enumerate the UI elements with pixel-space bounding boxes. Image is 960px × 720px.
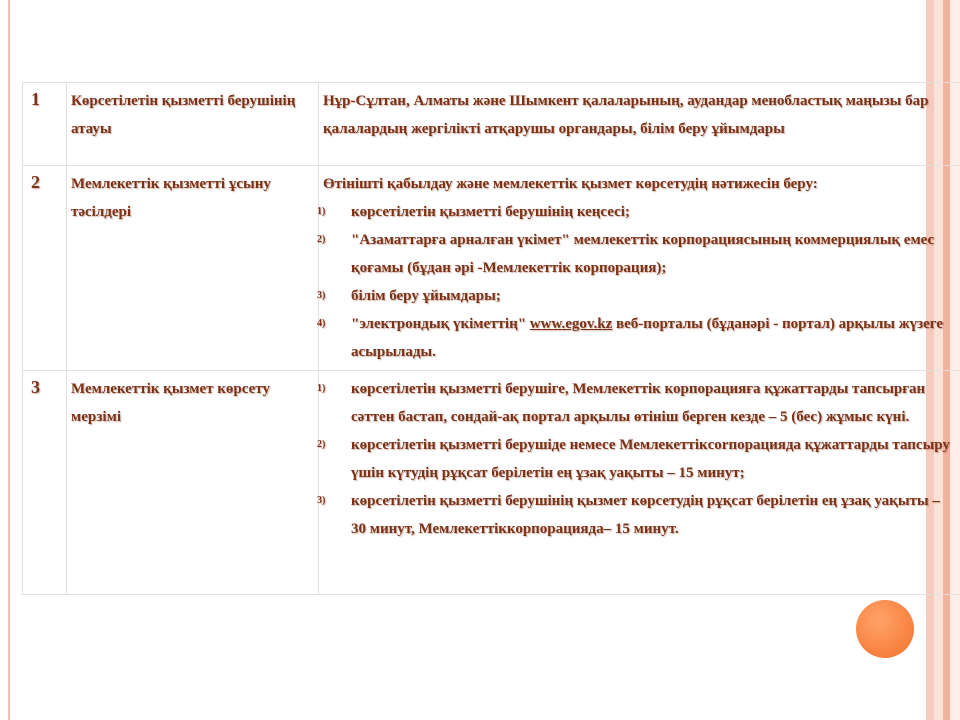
table-row (23, 83, 960, 166)
row-number: 3 (23, 371, 67, 595)
row-number: 2 (23, 166, 67, 371)
list-marker: 3) (317, 290, 326, 301)
row-label: Көрсетілетін қызметті берушінің атауы (67, 83, 319, 166)
list-item (317, 375, 953, 431)
service-info-table (22, 82, 960, 595)
list-item-text: көрсетілетін қызметті берушіге, Мемлекеттік корпорацияға құжаттарды тапсырған сәттен бастап, сондай-ақ портал арқылы өтініш берген кезде – 5 (бес) жұмыс күні. (351, 381, 926, 425)
list-marker: 2) (317, 439, 326, 450)
deadline-list (317, 375, 953, 543)
list-item-text: көрсетілетін қызметті берушіде немесе Мемлекеттікcorпорацияда құжаттарды тапсыру үшін күтудің рұқсат берілетін ең ұзақ уақыты – 15 минут; (351, 437, 950, 481)
row-intro: Өтінішті қабылдау және мемлекеттік қызмет көрсетудің нәтижесін беру: (323, 176, 818, 192)
list-item-text: көрсетілетін қызметті берушінің қызмет көрсетудің рұқсат берілетін ең ұзақ уақыты – 30 минут, Мемлекеттіккорпорацияда– 15 минут. (351, 493, 940, 537)
list-item-text: көрсетілетін қызметті берушінің кеңсесі; (351, 204, 630, 220)
row-description (319, 371, 960, 595)
list-item (317, 198, 953, 226)
row-label: Мемлекеттік қызмет көрсету мерзімі (67, 371, 319, 595)
method-list (317, 198, 953, 366)
table-row (23, 371, 960, 595)
list-marker: 3) (317, 495, 326, 506)
list-marker: 1) (317, 206, 326, 217)
list-marker: 2) (317, 234, 326, 245)
row-label: Мемлекеттік қызметті ұсыну тәсілдері (67, 166, 319, 371)
row-description: Нұр-Сұлтан, Алматы және Шымкент қалаларының, аудандар менобластық маңызы бар қалалардың жергілікті атқарушы органдары, білім беру ұйымдары (319, 83, 960, 166)
row-description (319, 166, 960, 371)
list-item-text-post: веб-порталы (бұданәрі - портал) арқылы жүзеге асырылады. (351, 316, 944, 360)
table-row (23, 166, 960, 371)
list-item (317, 487, 953, 543)
left-border-line (8, 0, 10, 720)
egov-link[interactable]: www.egov.kz (529, 316, 613, 332)
list-item (317, 282, 953, 310)
row-number: 1 (23, 83, 67, 166)
list-item (317, 310, 953, 366)
list-item (317, 431, 953, 487)
list-item-text-pre: "электрондық үкіметтің" (351, 316, 530, 332)
list-item-text: білім беру ұйымдары; (351, 288, 501, 304)
orange-circle-decoration (856, 600, 914, 658)
list-marker: 4) (317, 318, 326, 329)
list-item (317, 226, 953, 282)
list-marker: 1) (317, 383, 326, 394)
list-item-text: "Азаматтарға арналған үкімет" мемлекеттік корпорациясының коммерциялық емес қоғамы (бұдан әрі -Мемлекеттік корпорация); (351, 232, 935, 276)
